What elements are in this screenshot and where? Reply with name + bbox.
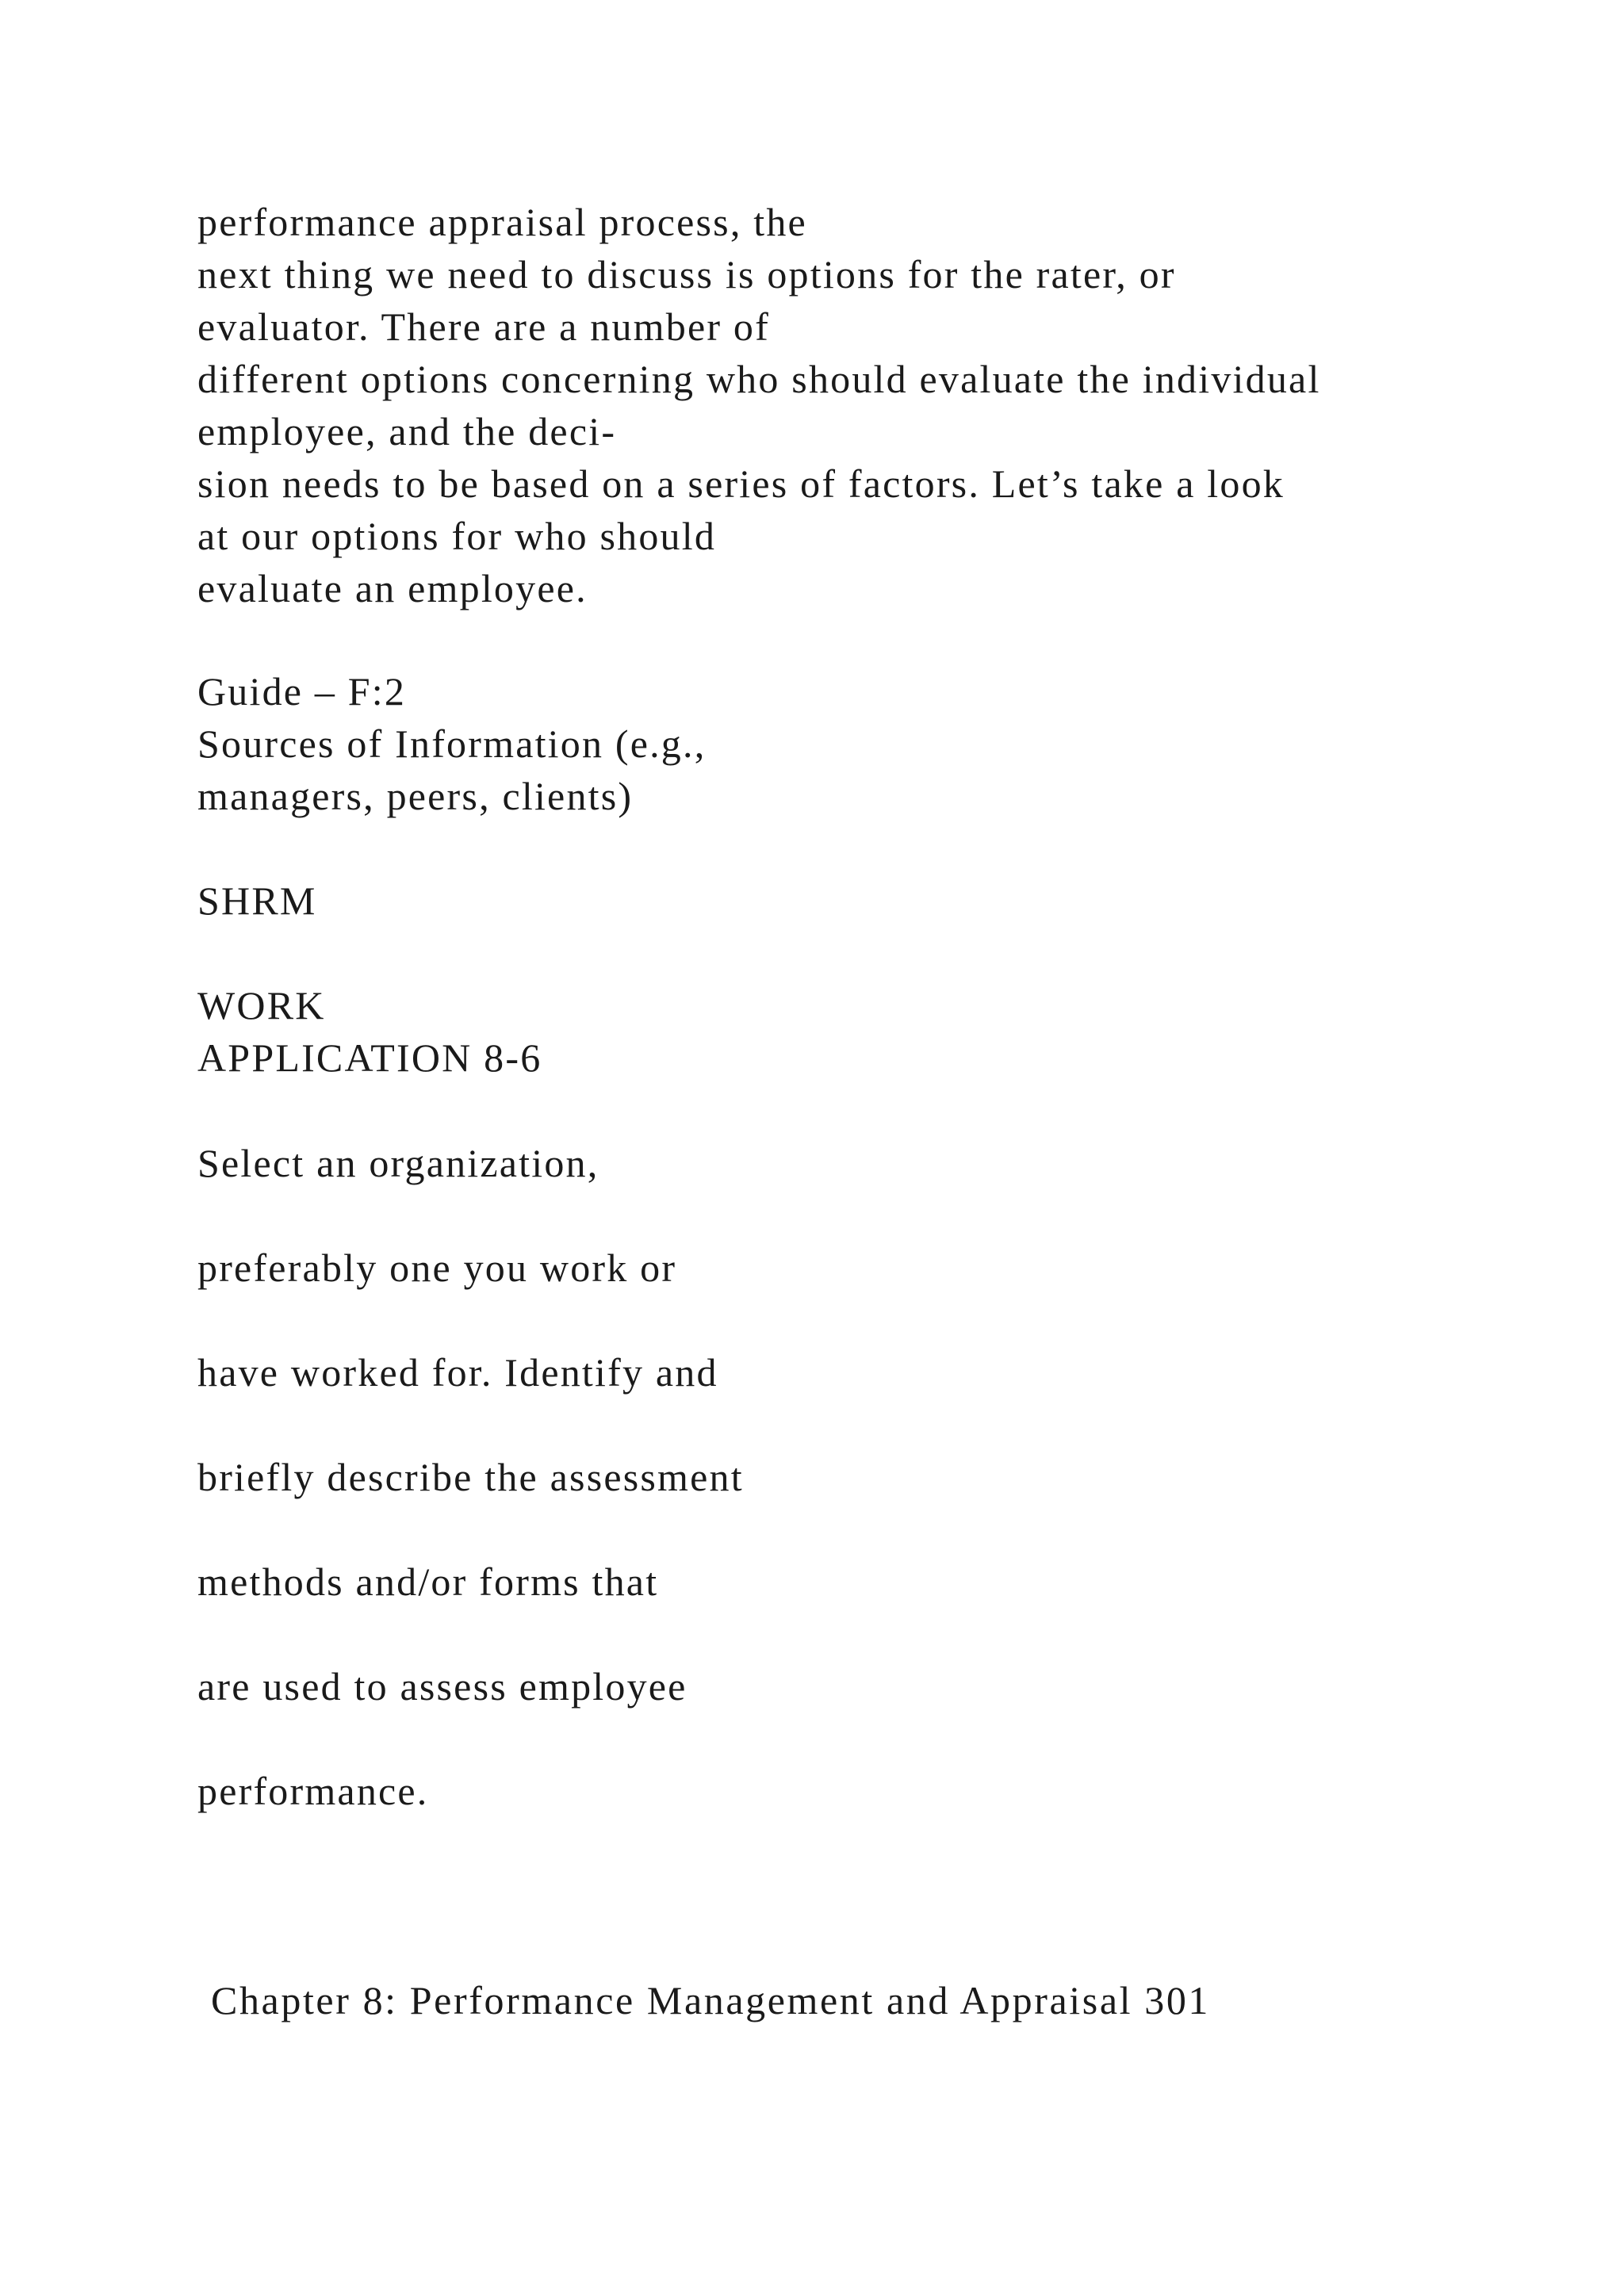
page-footer: Chapter 8: Performance Management and Appraisal 301	[211, 1978, 1211, 2022]
shrm-text: SHRM	[197, 878, 317, 923]
work-application-line: preferably one you work or	[197, 1246, 677, 1290]
intro-line: evaluate an employee.	[197, 566, 588, 610]
work-application-line: are used to assess employee	[197, 1664, 688, 1709]
guide-line: Sources of Information (e.g.,	[197, 721, 707, 766]
intro-paragraph	[197, 196, 1545, 614]
work-application-line: performance.	[197, 1769, 429, 1813]
work-application-heading-line: APPLICATION 8-6	[197, 1035, 542, 1080]
intro-line: employee, and the deci-	[197, 409, 617, 453]
work-application-heading-line: WORK	[197, 983, 326, 1027]
guide-line: managers, peers, clients)	[197, 774, 634, 818]
guide-reference	[197, 665, 1545, 822]
intro-line: performance appraisal process, the	[197, 200, 807, 244]
work-application-line: methods and/or forms that	[197, 1559, 659, 1604]
shrm-label	[197, 874, 1545, 927]
intro-line: different options concerning who should evaluate the individual	[197, 357, 1321, 401]
intro-line: at our options for who should	[197, 514, 717, 558]
work-application-line: have worked for. Identify and	[197, 1350, 718, 1395]
intro-line: sion needs to be based on a series of factors. Let’s take a look	[197, 461, 1285, 506]
intro-line: next thing we need to discuss is options for the rater, or	[197, 252, 1176, 297]
work-application-line: briefly describe the assessment	[197, 1455, 744, 1499]
intro-line: evaluator. There are a number of	[197, 304, 770, 349]
work-application-heading	[197, 979, 1545, 1084]
guide-line: Guide – F:2	[197, 669, 407, 714]
work-application-line: Select an organization,	[197, 1141, 599, 1185]
